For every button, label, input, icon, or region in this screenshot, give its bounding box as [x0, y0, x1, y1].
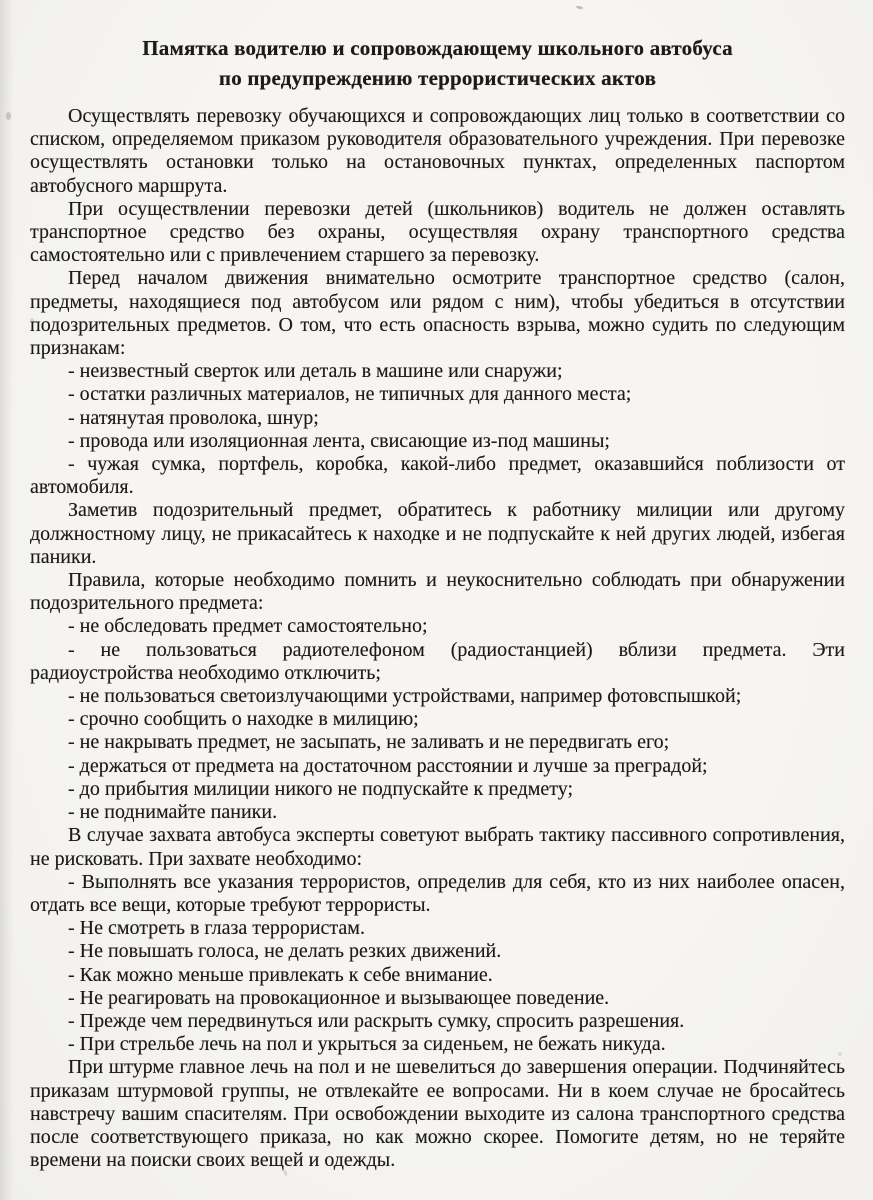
list-item: - Не повышать голоса, не делать резких движений.: [68, 940, 502, 963]
list-item: - провода или изоляционная лента, свисающие из-под машины;: [68, 429, 610, 452]
title-line-1: Памятка водителю и сопровождающему школьного автобуса: [142, 36, 733, 60]
list-item: - до прибытия милиции никого не подпускайте к предмету;: [68, 777, 574, 800]
list-item: - Выполнять все указания террористов, определив для себя, кто из них наиболее опасен, отдать все вещи, которые требуют террористы.: [30, 870, 845, 916]
paragraph: Правила, которые необходимо помнить и неукоснительно соблюдать при обнаружении подозрительного предмета:: [30, 569, 845, 615]
list-item: - чужая сумка, портфель, коробка, какой-либо предмет, оказавшийся поблизости от автомобиля.: [30, 453, 845, 499]
paragraph: Перед началом движения внимательно осмотрите транспортное средство (салон, предметы, находящиеся под автобусом или рядом с ним), чтобы убедиться в отсутствии подозрительных предметов. О том, что есть опасность взрыва, можно судить по следующим признакам:: [30, 267, 845, 360]
scan-speck: [6, 112, 11, 120]
list-item: - При стрельбе лечь на пол и укрыться за сиденьем, не бежать никуда.: [68, 1033, 666, 1056]
list-item: - не поднимайте паники.: [68, 801, 278, 824]
paragraph: При осуществлении перевозки детей (школьников) водитель не должен оставлять транспортное средство без охраны, осуществляя охрану транспортного средства самостоятельно или с привлечением старшего за перевозку.: [30, 197, 845, 267]
list-item: - остатки различных материалов, не типичных для данного места;: [68, 383, 632, 406]
list-item: - держаться от предмета на достаточном расстоянии и лучше за преградой;: [68, 754, 708, 777]
list-item: - неизвестный сверток или деталь в машине или снаружи;: [68, 360, 563, 383]
title-line-2: по предупреждению террористических актов: [218, 66, 657, 90]
list-item: - Не реагировать на провокационное и вызывающее поведение.: [68, 986, 610, 1009]
list-item: - Как можно меньше привлекать к себе внимание.: [68, 963, 493, 986]
list-item: - срочно сообщить о находке в милицию;: [68, 708, 419, 731]
list-item: - не обследовать предмет самостоятельно;: [68, 615, 428, 638]
scan-edge-shading: [0, 0, 16, 1200]
list-item: - не накрывать предмет, не засыпать, не заливать и не передвигать его;: [68, 731, 670, 754]
list-item: - не пользоваться светоизлучающими устройствами, например фотовспышкой;: [68, 685, 742, 708]
list-item: - натянутая проволока, шнур;: [68, 406, 319, 429]
document-title: [30, 33, 845, 93]
list-item: - Не смотреть в глаза террористам.: [68, 917, 365, 940]
paragraph: При штурме главное лечь на пол и не шевелиться до завершения операции. Подчиняйтесь приказам штурмовой группы, не отвлекайте ее вопросами. Ни в коем случае не бросайтесь навстречу вашим спасителям. При освобождении выходите из салона транспортного средства после соответствующего приказа, но как можно скорее. Помогите детям, но не теряйте времени на поиски своих вещей и одежды.: [30, 1056, 845, 1172]
paragraph: В случае захвата автобуса эксперты советуют выбрать тактику пассивного сопротивления, не рисковать. При захвате необходимо:: [30, 824, 845, 870]
list-item: - не пользоваться радиотелефоном (радиостанцией) вблизи предмета. Эти радиоустройства необходимо отключить;: [30, 638, 845, 684]
paragraph: Осуществлять перевозку обучающихся и сопровождающих лиц только в соответствии со списком, определяемом приказом руководителя образовательного учреждения. При перевозке осуществлять остановки только на остановочных пунктах, определенных паспортом автобусного маршрута.: [30, 105, 845, 197]
document-content: [30, 0, 845, 1172]
paragraph: Заметив подозрительный предмет, обратитесь к работнику милиции или другому должностному лицу, не прикасайтесь к находке и не подпускайте к ней других людей, избегая паники.: [30, 499, 845, 568]
list-item: - Прежде чем передвинуться или раскрыть сумку, спросить разрешения.: [68, 1009, 685, 1032]
document-body: [30, 105, 845, 1172]
